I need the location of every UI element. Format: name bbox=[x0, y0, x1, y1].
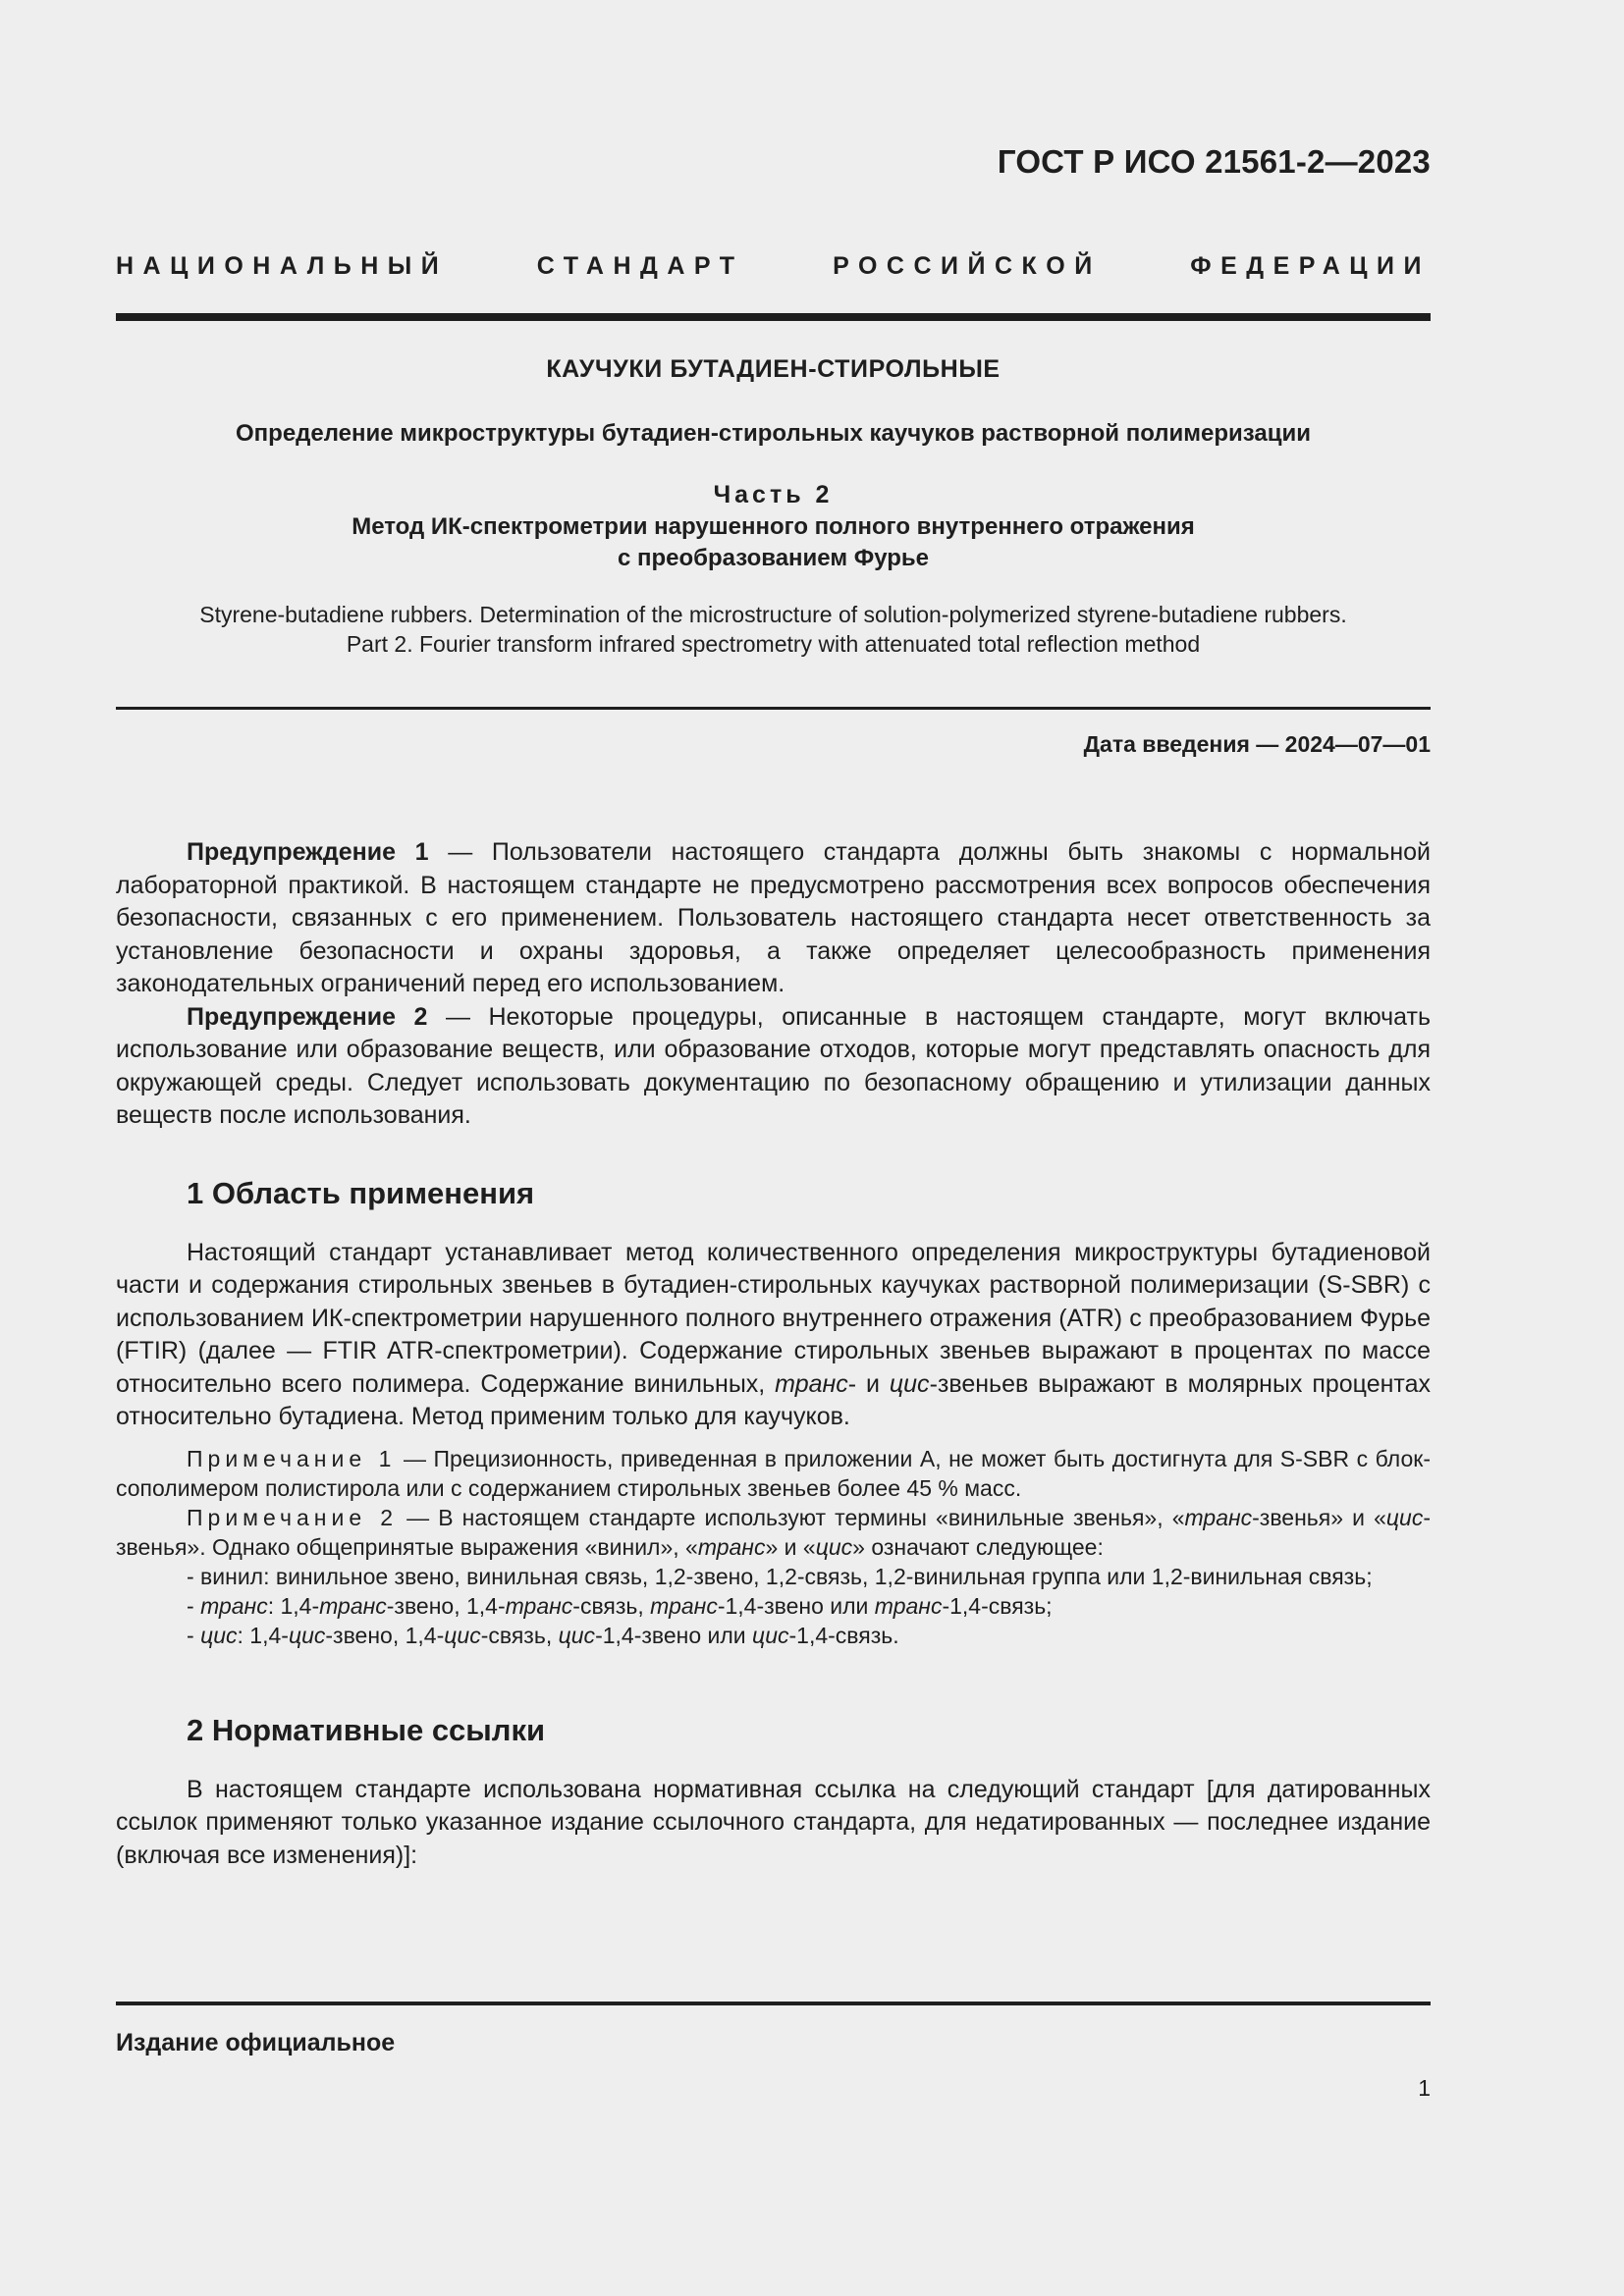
note-1-text: — Прецизионность, приведенная в приложении А, не может быть достигнута для S-SBR с блок-сополимером полистирола или с содержанием стирольных звеньев более 45 % масс. bbox=[116, 1445, 1431, 1501]
document-page bbox=[116, 0, 1431, 2296]
note-2-label: Примечание 2 bbox=[187, 1504, 399, 1530]
title-block bbox=[116, 351, 1431, 659]
document-title: КАУЧУКИ БУТАДИЕН-СТИРОЛЬНЫЕ bbox=[546, 355, 1001, 383]
list-item-cis: - цис: 1,4-цис-звено, 1,4-цис-связь, цис-1,4-звено или цис-1,4-связь. bbox=[187, 1622, 899, 1648]
warning-2 bbox=[116, 1001, 1431, 1133]
introduction-date: Дата введения — 2024—07—01 bbox=[1083, 731, 1431, 757]
part-title-line-2: с преобразованием Фурье bbox=[617, 545, 930, 571]
english-title-line-1: Styrene-butadiene rubbers. Determination of the microstructure of solution-polymerized styrene-butadiene rubbers. bbox=[199, 602, 1347, 627]
page-number: 1 bbox=[1418, 2075, 1431, 2101]
national-standard-banner: НАЦИОНАЛЬНЫЙ СТАНДАРТ РОССИЙСКОЙ ФЕДЕРАЦИИ bbox=[116, 252, 1431, 280]
section-1-heading: 1 Область применения bbox=[187, 1175, 535, 1210]
warning-1 bbox=[116, 836, 1431, 1001]
section-2-heading: 2 Нормативные ссылки bbox=[187, 1712, 546, 1747]
note-2: Примечание 2 — В настоящем стандарте используют термины «винильные звенья», «транс-звенья» и «цис-звенья». Однако общепринятые выражения «винил», «транс» и «цис» означают следующее: bbox=[116, 1504, 1432, 1560]
section-1-paragraph: Настоящий стандарт устанавливает метод количественного определения микроструктуры бутадиеновой части и содержания стирольных звеньев в бутадиен-стирольных каучуках растворной полимеризации (S-SBR) с использованием ИК-спектрометрии нарушенного полного внутреннего отражения (ATR) с преобразованием Фурье (FTIR) (далее — FTIR ATR-спектрометрии). Содержание стирольных звеньев выражают в процентах по массе относительно всего полимера. Содержание винильных, транс- и цис-звеньев выражают в молярных процентах относительно бутадиена. Метод применим только для каучуков. bbox=[116, 1238, 1431, 1430]
document-body bbox=[116, 836, 1431, 1872]
footer-divider bbox=[116, 2002, 1431, 2005]
list-item-vinyl: - винил: винильное звено, винильная связь, 1,2-звено, 1,2-связь, 1,2-винильная группа или 1,2-винильная связь; bbox=[187, 1563, 1373, 1589]
section-2-paragraph: В настоящем стандарте использована нормативная ссылка на следующий стандарт [для датированных ссылок применяют только указанное издание ссылочного стандарта, для недатированных — последнее издание (включая все изменения)]: bbox=[116, 1775, 1431, 1869]
document-subtitle: Определение микроструктуры бутадиен-стирольных каучуков растворной полимеризации bbox=[236, 420, 1311, 447]
note-1-label: Примечание 1 bbox=[187, 1445, 397, 1471]
title-divider bbox=[116, 707, 1431, 710]
part-number: Часть 2 bbox=[713, 481, 834, 508]
warning-1-label: Предупреждение 1 bbox=[187, 838, 429, 866]
english-title-line-2: Part 2. Fourier transform infrared spectrometry with attenuated total reflection method bbox=[346, 631, 1201, 657]
warning-2-text: — Некоторые процедуры, описанные в настоящем стандарте, могут включать использование или образование веществ, или образование отходов, которые могут представлять опасность для окружающей среды. Следует использовать документацию по безопасному обращению и утилизации данных веществ после использования. bbox=[116, 1002, 1432, 1129]
official-edition-label: Издание официальное bbox=[116, 2029, 396, 2056]
standard-designation: ГОСТ Р ИСО 21561-2—2023 bbox=[997, 143, 1431, 180]
header-divider bbox=[116, 313, 1431, 321]
list-item-trans: - транс: 1,4-транс-звено, 1,4-транс-связь, транс-1,4-звено или транс-1,4-связь; bbox=[187, 1592, 1053, 1619]
warning-1-text: — Пользователи настоящего стандарта должны быть знакомы с нормальной лабораторной практикой. В настоящем стандарте не предусмотрено рассмотрения всех вопросов обеспечения безопасности, связанных с его применением. Пользователь настоящего стандарта несет ответственность за установление безопасности и охраны здоровья, а также определяет целесообразность применения законодательных ограничений перед его использованием. bbox=[116, 838, 1431, 997]
note-1 bbox=[116, 1444, 1431, 1503]
warning-2-label: Предупреждение 2 bbox=[187, 1002, 428, 1031]
part-title-line-1: Метод ИК-спектрометрии нарушенного полного внутреннего отражения bbox=[352, 513, 1195, 540]
